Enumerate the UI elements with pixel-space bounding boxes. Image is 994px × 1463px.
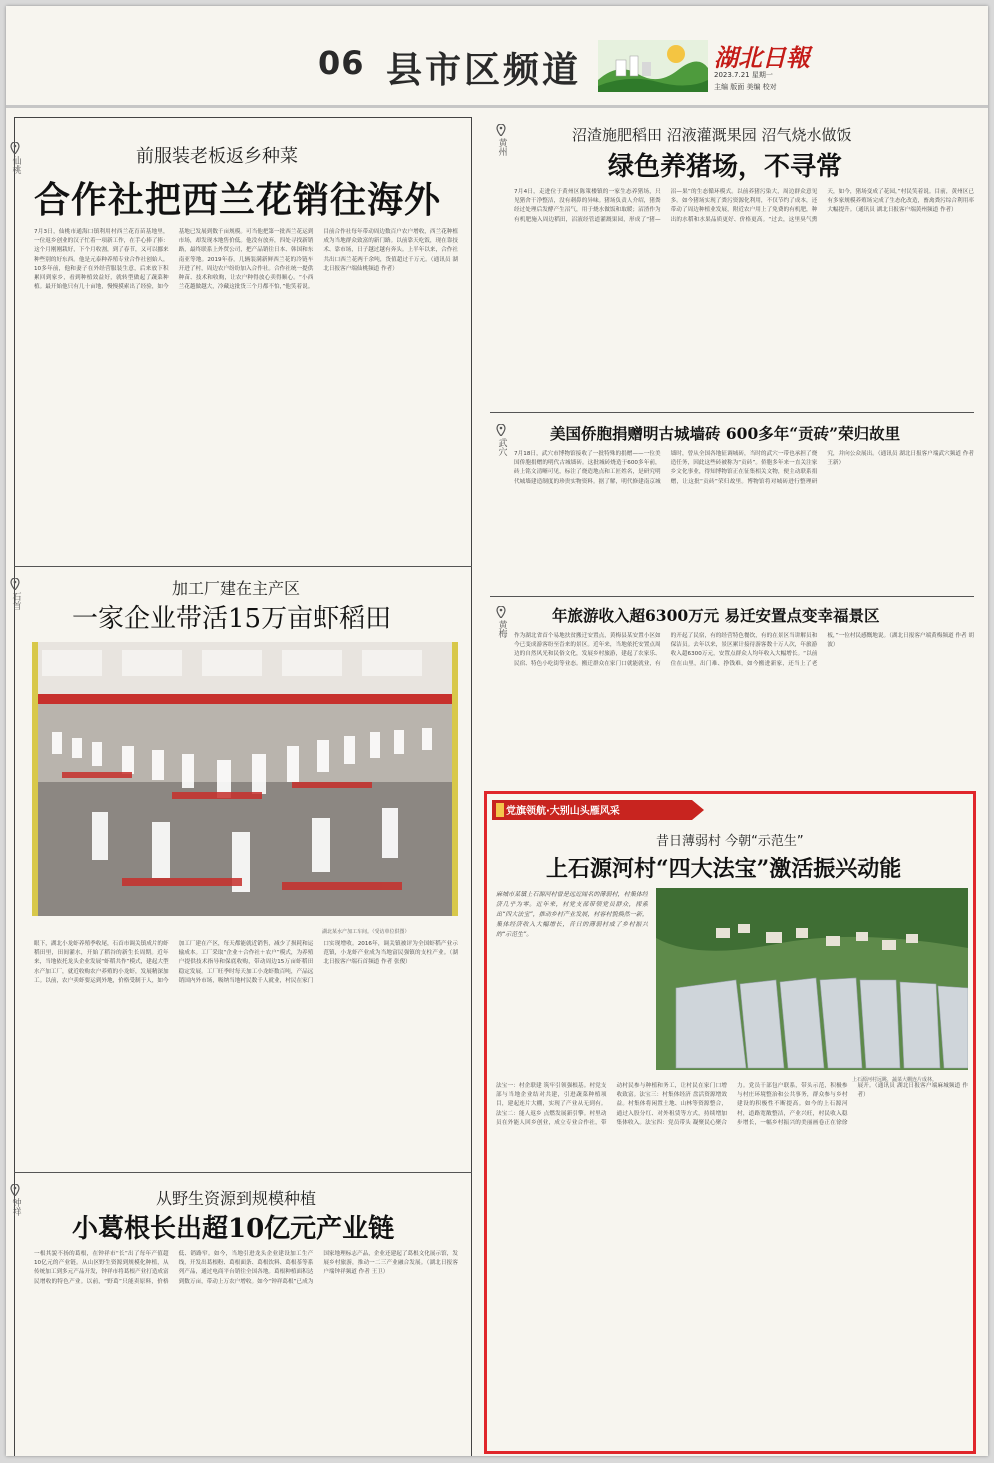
divider	[490, 412, 974, 413]
article-kicker: 从野生资源到规模种植	[156, 1189, 317, 1208]
masthead-illustration	[598, 40, 708, 92]
photo-caption: 湖北某水产加工车间。（受访单位供图）	[322, 929, 410, 935]
divider	[490, 596, 974, 597]
location-pin-icon	[10, 1184, 20, 1196]
article-body: 法宝一：村企联建 筑牢引领强根基。村党支部与当地企业结对共建，引进蔬菜种植项目，建起连片大棚，实现了产业从无到有。法宝二：能人返乡 点燃发展新引擎。村里动员在外能人回乡创业，成立专业合作社，带动村民参与种植和务工，让村民在家门口增收致富。法宝三：村集体经济 盘活资源增效益。村集体将闲置土地、山林等资源整合，通过入股分红、对外租赁等方式，持续增加集体收入。法宝四：党员带头 凝聚民心聚合力。党员干部包户联系，带头示范，积极参与村庄环境整治和公共事务，群众参与乡村建设的积极性不断提高。如今的上石源河村，道路宽敞整洁，产业兴旺，村民收入稳步增长，一幅乡村振兴的美丽画卷正在徐徐展开。（通讯员 湖北日报客户端麻城频道 作者）	[496, 1083, 968, 1126]
article-headline: 合作社把西兰花销往海外	[34, 179, 442, 221]
issue-date: 2023.7.21 星期一	[714, 71, 773, 79]
location-tag-wuxue	[494, 424, 508, 460]
location-label: 仙桃	[10, 156, 21, 174]
article-body: 7月4日，走进位于黄州区陈策楼镇的一家生态养猪场，只见猪舍干净整洁，没有刺鼻的异味。猪场负责人介绍，猪粪经过处理后发酵产生沼气，用于烧水做饭和取暖；沼渣作为有机肥施入周边稻田，沼液经管道灌溉果园，形成了“猪—沼—果”的生态循环模式。以前养猪污染大，周边群众意见多。如今猪场实现了粪污资源化利用，不仅节约了成本，还带动了周边种植业发展，附近农户用上了免费的有机肥，种出的水稻和水果品质更好、价格更高。“过去，这里臭气熏天，如今，猪场变成了花园，”村民笑着说。目前，黄州区已有多家规模养殖场完成了生态化改造，畜禽粪污综合利用率大幅提升。（通讯员 湖北日报客户端黄州频道 作者）	[514, 189, 974, 223]
editor-credits: 主编 版面 美编 校对	[714, 83, 777, 91]
article-headline: 年旅游收入超6300万元 易迁安置点变幸福景区	[552, 606, 880, 625]
newspaper-page	[6, 6, 988, 1456]
location-pin-icon	[496, 124, 506, 136]
newspaper-logo: 湖北日報	[714, 43, 810, 72]
location-pin-icon	[10, 142, 20, 154]
masthead	[6, 6, 988, 102]
page-number: 06	[318, 44, 365, 82]
article-headline: 绿色养猪场，不寻常	[608, 152, 843, 182]
article-kicker: 前服装老板返乡种菜	[136, 146, 298, 167]
article-body: 作为湖北省首个易地扶贫搬迁安置点，黄梅县某安置小区如今已变成游客纷至沓来的景区。近年来，当地依托安置点周边的自然风光和民俗文化，发展乡村旅游，建起了农家乐、民宿、特色小吃街等业态。搬迁群众在家门口就能就业，有的开起了民宿，有的经营特色餐饮，有的在景区当讲解员和保洁员。去年以来，景区累计接待游客数十万人次，年旅游收入超6300万元，安置点群众人均年收入大幅增长。“以前住在山里，出门难、挣钱难，如今搬进新家，还当上了老板，”一位村民感慨地说。（湖北日报客户端黄梅频道 作者 胡波）	[514, 633, 974, 667]
article-body: 7月3日，仙桃市通海口镇利用村西兰花育苗基地里，一位返乡创业的汉子忙着一项新工作，在手心捧了捧：这个月刚刚栽好，下个月收割，到了春节，又可以挪来种些别的好东西。他是元泰种养殖专业合作社创始人，10多年前，他和妻子在外经营服装生意，后来放下积累回到家乡，看到种植效益好，就转型做起了蔬菜种植。最开始他只有几十亩地，慢慢摸索出了经验，如今基地已发展到数千亩规模。可当他把第一批西兰花运到市场，却发现本地售价低。他没有放弃，四处寻找新销路，最终联系上外贸公司，把产品销往日本、韩国和东南亚等地。2019年春，几辆装满新鲜西兰花的冷链车开进了村，周边农户纷纷加入合作社。合作社统一提供种苗、技术和收购，让农户种得放心卖得顺心。“小西兰花越做越大，冷藏这批货三个月都不怕，”他笑着说。目前合作社每年带动周边数百户农户增收，西兰花种植成为当地群众致富的新门路。以前靠天吃饭，现在靠技术、靠市场，日子越过越有奔头。上半年以来，合作社共出口西兰花两千余吨，货值超过千万元。（通讯员 湖北日报客户端仙桃频道 作者）	[34, 229, 458, 291]
article-kicker: 沼渣施肥稻田 沼液灌溉果园 沼气烧水做饭	[572, 126, 852, 144]
divider	[14, 566, 472, 567]
article-body: 一根其貌不扬的葛根，在钟祥市“长”出了每年产值超10亿元的产业链。从山区野生资源到规模化种植，从传统加工到多元产品开发，钟祥市将葛根产业打造成富民增收的特色产业。以前，“野葛”只能卖原料，价格低、销路窄。如今，当地引进龙头企业建设加工生产线，开发出葛根粉、葛根面条、葛根饮料、葛根茶等系列产品，通过电商平台销往全国各地。葛根种植面积达到数万亩，带动上万农户增收。如今“钟祥葛根”已成为国家地理标志产品，企业还建起了葛根文化展示馆，发展乡村旅游，推动一二三产业融合发展。（湖北日报客户端钟祥频道 作者 王卫）	[34, 1251, 458, 1285]
article-kicker: 加工厂建在主产区	[172, 579, 301, 598]
page-title: 县市区频道	[386, 49, 582, 91]
location-tag-zhongxiang	[8, 1184, 22, 1220]
location-pin-icon	[496, 606, 506, 618]
factory-photo	[32, 642, 458, 916]
village-photo	[656, 888, 968, 1070]
masthead-rule	[6, 105, 988, 108]
article-body: 眼下，湖北小龙虾养殖季收尾，石首市调关镇成片的虾稻田里，田间灌水，开始了稻谷的新生长周期。近年来，当地依托龙头企业发展“虾稻共作”模式，建起大型水产加工厂，就近收购农户养殖的小龙虾，发展精深加工。以前，农户卖虾要运到外地，价格受制于人，如今加工厂建在产区，每天都能就近销售，减少了损耗和运输成本。工厂采取“企业＋合作社＋农户”模式，为养殖户提供技术指导和保底收购，带动周边15万亩虾稻田稳定发展。工厂旺季时每天加工小龙虾数百吨，产品远销国内外市场，吸纳当地村民数千人就业，村民在家门口实现增收。2016年，调关镇被评为全国虾稻产业示范镇，小龙虾产业成为当地富民强镇的支柱产业。（湖北日报客户端石首频道 作者 张俊）	[34, 941, 458, 984]
location-tag-huangzhou	[494, 124, 508, 160]
article-kicker: 昔日薄弱村 今朝“示范生”	[656, 834, 804, 849]
article-headline: 美国侨胞捐赠明古城墙砖 600多年“贡砖”荣归故里	[550, 424, 901, 443]
article-headline: 一家企业带活15万亩虾稻田	[72, 604, 392, 634]
divider	[14, 1172, 472, 1173]
article-headline: 上石源河村“四大法宝”激活振兴动能	[546, 856, 902, 882]
article-body: 7月18日，武穴市博物馆接收了一批特殊的捐赠——一位美国侨胞捐赠的明代古城墙砖。这批城砖烧造于600多年前，砖上铭文清晰可见，标注了烧造地点和工匠姓名，是研究明代城墙建造制度的珍贵实物资料。据了解，明代修建南京城墙时，曾从全国各地征调城砖，当时的武穴一带也承担了烧造任务，因此这些砖被称为“贡砖”。侨胞多年来一直关注家乡文化事业，得知博物馆正在征集相关文物，便主动联系捐赠，让这批“贡砖”荣归故里。博物馆将对城砖进行整理研究，并向公众展出。（通讯员 湖北日报客户端武穴频道 作者 王新）	[514, 451, 974, 485]
location-tag-huangmei	[494, 606, 508, 642]
photo-caption: 上石源河村远眺，蔬菜大棚连片成林。	[852, 1077, 938, 1083]
article-lede: 麻城市某镇上石源河村曾是远近闻名的薄弱村，村集体经济几乎为零。近年来，村党支部带领党员群众，探索出“四大法宝”，推动乡村产业发展，村容村貌焕然一新，集体经济收入大幅增长，昔日的薄弱村成了乡村振兴的“示范生”。	[496, 891, 648, 938]
location-label: 石首	[10, 592, 21, 610]
location-tag-shishou	[8, 578, 22, 614]
location-tag-xiantao	[8, 142, 22, 178]
section-ribbon-label: 党旗领航·大别山头雁风采	[506, 806, 620, 817]
location-pin-icon	[10, 578, 20, 590]
location-label: 黄州	[496, 138, 507, 156]
location-pin-icon	[496, 424, 506, 436]
location-label: 武穴	[496, 438, 507, 456]
location-label: 钟祥	[10, 1198, 21, 1216]
article-headline: 小葛根长出超10亿元产业链	[72, 1214, 395, 1244]
location-label: 黄梅	[496, 620, 507, 638]
